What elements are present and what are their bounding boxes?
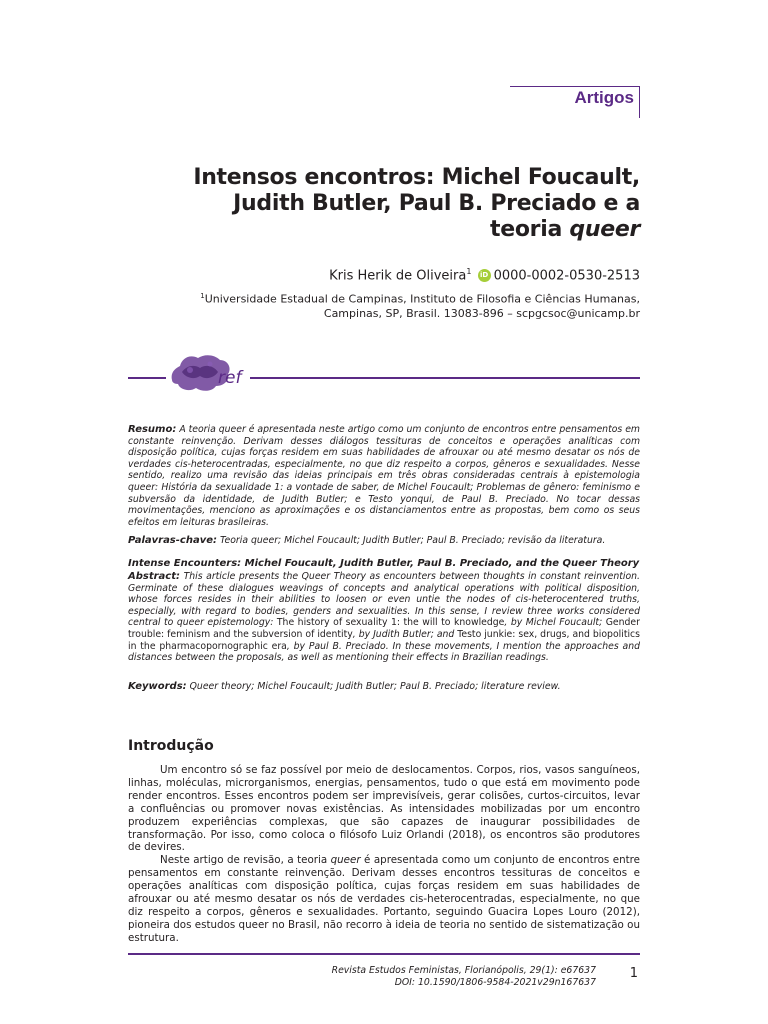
palavras-chave-label: Palavras-chave: <box>128 535 218 546</box>
section-label-box <box>510 86 640 118</box>
section-label: Artigos <box>574 88 634 107</box>
logo-divider-left <box>128 377 166 379</box>
affiliation-line-2: Campinas, SP, Brasil. 13083-896 – scpgcsoc@unicamp.br <box>323 306 640 320</box>
ref-logo <box>168 350 250 394</box>
abstract-work-3: Testo junkie: sex, drugs, and biopolitics in the pharmacopornographic era <box>128 628 640 652</box>
palavras-chave <box>128 535 640 547</box>
introducao-p2-a: Neste artigo de revisão, a teoria <box>160 854 331 867</box>
footer-divider <box>128 953 640 955</box>
english-title: Intense Encounters: Michel Foucault, Judith Butler, Paul B. Preciado, and the Queer Theory <box>128 558 640 569</box>
orcid-number[interactable]: 0000-0002-0530-2513 <box>493 268 640 284</box>
abstract <box>128 571 640 664</box>
introducao-p2-queer: queer <box>330 854 361 867</box>
author-name: Kris Herik de Oliveira <box>329 268 467 284</box>
page-number: 1 <box>629 966 638 981</box>
logo-divider-right <box>250 377 640 379</box>
palavras-chave-text: Teoria queer; Michel Foucault; Judith Butler; Paul B. Preciado; revisão da literatura. <box>217 535 606 546</box>
abstract-text-f: and <box>436 628 458 640</box>
title-line-3: teoria <box>490 217 570 242</box>
footer-citation <box>332 965 596 989</box>
introducao-paragraph-1: Um encontro só se faz possível por meio de deslocamentos. Corpos, rios, vasos sanguíneos, linhas, moléculas, microrganismos, energias, pensamentos, tudo o que está em movimento pode render encontros. Esses encontros podem ser imprevisíveis, gerar colisões, curtos-circuitos, levar a confluências ou promover novas existências. As intensidades mobilizadas por um encontro produzem experiências complexas, que são capazes de inaugurar possibilidades de transformação. Por isso, como coloca o filósofo Luiz Orlandi (2018), os encontros são produtores de devires. <box>128 764 640 854</box>
introducao-heading: Introdução <box>128 738 214 754</box>
abstract-text-a: This article presents the Queer Theory as encounters between thoughts in constant reinvention. Germinate of these dialogues weavings of concepts and analytical operations with political disposition, whose forces resides in their abilities to loosen or even untie the nodes of cis-heterocentered truths, especially, with regard to bodies, genders and sexualities. In this sense, I review three works considered central to queer epistemology: <box>128 571 640 629</box>
title-line-1: Intensos encontros: Michel Foucault, <box>193 165 640 190</box>
resumo <box>128 424 640 528</box>
footer-doi[interactable]: DOI: 10.1590/1806-9584-2021v29n167637 <box>394 977 596 988</box>
abstract-label: Abstract: <box>128 571 181 582</box>
introducao-p2-c: é apresentada como um conjunto de encontros entre pensamentos em constante reinvenção. Derivam desses encontros tessituras de conceitos e operações analíticas com disposição política, cujas forças residem em suas habilidades de afrouxar ou até mesmo desatar os nós de verdades cis-heterocentradas, especialmente, no que diz respeito a corpos, gêneros e sexualidades. Portanto, seguindo Guacira Lopes Louro (2012), pioneira dos estudos queer no Brasil, não recorro à ideia de teoria no sentido de sistematização ou estrutura. <box>128 854 640 944</box>
article-title <box>170 165 640 243</box>
footer-journal: Revista Estudos Feministas, Florianópolis, 29(1): e67637 <box>331 965 596 976</box>
affiliation-sup: 1 <box>200 292 205 300</box>
introducao-paragraph-2 <box>128 854 640 944</box>
introducao-body <box>128 764 640 945</box>
abstract-text-c: , by Michel Foucault; <box>504 617 606 629</box>
resumo-label: Resumo: <box>128 424 177 435</box>
title-queer: queer <box>569 217 640 242</box>
abstract-text-h: , by Paul B. Preciado. In these movements, I mention the approaches and distances between the proposals, as well as mentioning their effects in Brazilian readings. <box>128 640 641 664</box>
keywords-text: Queer theory; Michel Foucault; Judith Butler; Paul B. Preciado; literature review. <box>186 681 561 692</box>
ref-logo-text: ref <box>218 368 242 388</box>
keywords-label: Keywords: <box>128 681 187 692</box>
resumo-text: A teoria queer é apresentada neste artigo como um conjunto de encontros entre pensamentos em constante reinvenção. Derivam desses diálogos tessituras de conceitos e operações analíticas com disposição política, cujas forças residem em suas habilidades de afrouxar ou até mesmo desatar os nós de verdades cis-heterocentradas, especialmente, no que diz respeito a corpos, gêneros e sexualidades. Nesse sentido, realizo uma revisão das ideias principais em três obras consideradas centrais à epistemologia queer: História da sexualidade 1: a vontade de saber, de Michel Foucault; Problemas de gênero: feminismo e subversão da identidade, de Judith Butler; e Testo yonqui, de Paul B. Preciado. No tocar dessas movimentações, menciono as aproximações e os distanciamentos entre as propostas, bem como os seus efeitos em leituras brasileiras. <box>128 424 640 528</box>
keywords <box>128 681 640 693</box>
author-sup: 1 <box>466 267 472 276</box>
abstract-work-2: Gender trouble: feminism and the subversion of identity <box>128 617 640 640</box>
orcid-icon[interactable]: iD <box>478 269 491 282</box>
abstract-work-1: The history of sexuality 1: the will to knowledge <box>276 617 505 629</box>
abstract-text-e: , by Judith Butler; <box>352 628 437 640</box>
author-line <box>329 267 640 283</box>
title-line-2: Judith Butler, Paul B. Preciado e a <box>233 191 640 216</box>
affiliation <box>160 289 640 321</box>
affiliation-line-1: Universidade Estadual de Campinas, Instituto de Filosofia e Ciências Humanas, <box>204 292 640 306</box>
